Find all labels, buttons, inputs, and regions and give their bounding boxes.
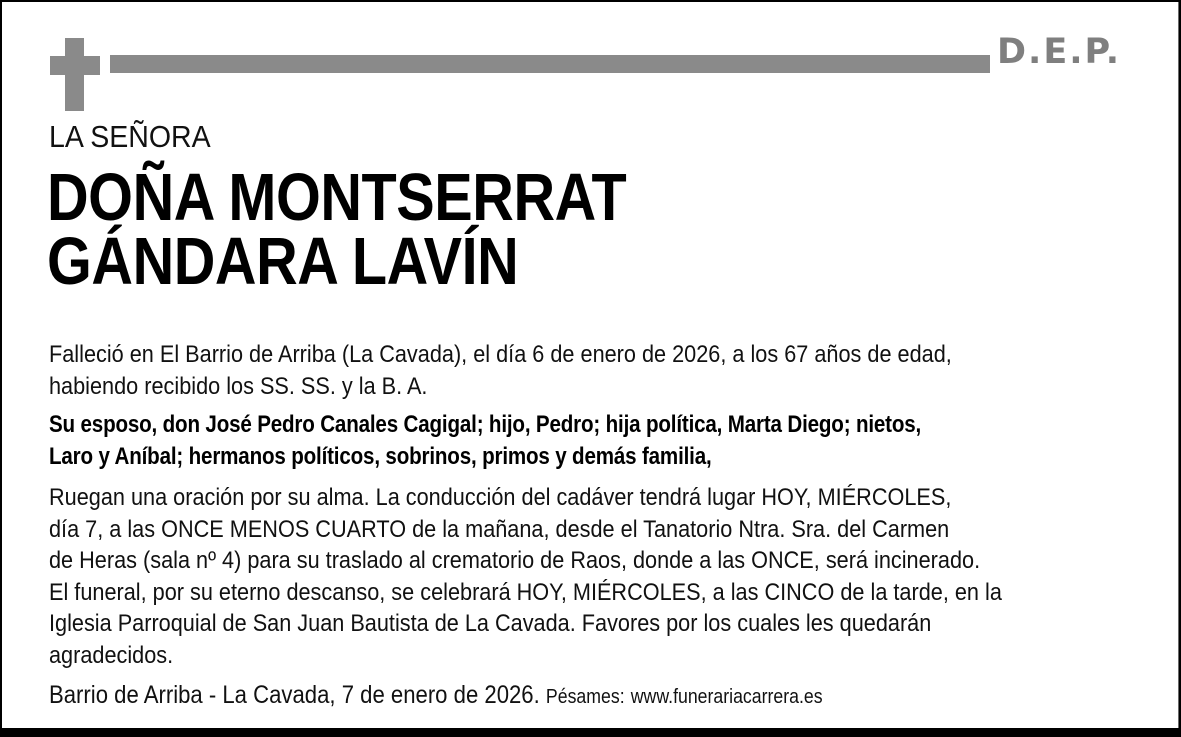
header-rule [110,55,990,73]
dep-label: D.E.P. [997,32,1122,72]
family-line: Laro y Aníbal; hermanos políticos, sobrinos, primos y demás familia, [49,442,712,470]
services-line: de Heras (sala nº 4) para su traslado al crematorio de Raos, donde a las ONCE, será incinerado. [49,547,981,574]
services-paragraph [49,482,1111,671]
cross-horizontal-bar [50,56,100,75]
services-line: día 7, a las ONCE MENOS CUARTO de la mañana, desde el Tanatorio Ntra. Sra. del Carmen [49,515,950,543]
obituary-card [2,2,1179,728]
death-notice-line: Falleció en El Barrio de Arriba (La Cavada), el día 6 de enero de 2026, a los 67 años de edad, [49,341,952,368]
footer [49,679,823,713]
deceased-prefix: LA SEÑORA [49,119,211,154]
services-line: El funeral, por su eterno descanso, se celebrará HOY, MIÉRCOLES, a las CINCO de la tarde, en la [49,578,1002,606]
services-line: Iglesia Parroquial de San Juan Bautista de La Cavada. Favores por los cuales les quedarán [49,610,932,637]
cross-icon [50,38,100,111]
services-line: Ruegan una oración por su alma. La conducción del cadáver tendrá lugar HOY, MIÉRCOLES, [49,484,952,511]
deceased-name-line-2: GÁNDARA LAVÍN [47,224,519,299]
deceased-name-line-1: DOÑA MONTSERRAT [47,160,627,235]
family-paragraph [49,409,1057,472]
condolences-website-link[interactable]: www.funerariacarrera.es [630,686,823,708]
place-date: Barrio de Arriba - La Cavada, 7 de enero de 2026. [49,681,540,709]
death-notice-paragraph [49,339,1111,402]
family-line: Su esposo, don José Pedro Canales Cagigal; hijo, Pedro; hija política, Marta Diego; nietos, [49,411,922,438]
services-line: agradecidos. [49,641,174,669]
death-notice-line: habiendo recibido los SS. SS. y la B. A. [49,372,428,400]
deceased-name [47,160,627,299]
condolences-label: Pésames: [545,686,625,708]
